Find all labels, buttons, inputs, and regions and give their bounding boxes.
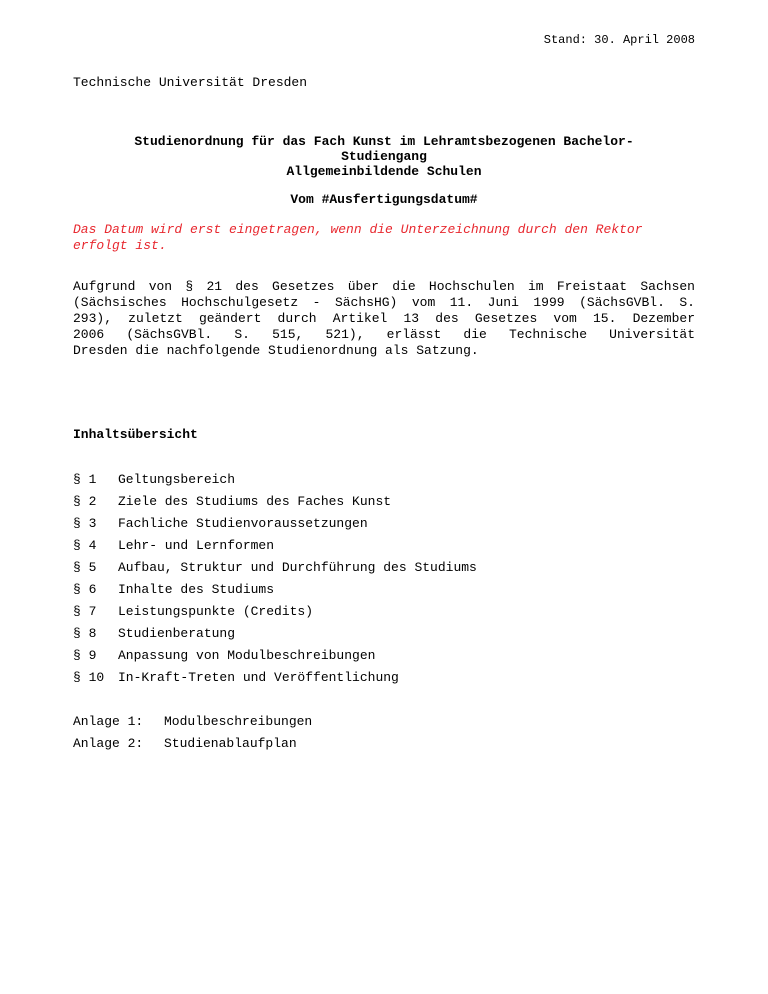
toc-item-label: In-Kraft-Treten und Veröffentlichung xyxy=(118,670,399,685)
toc-heading: Inhaltsübersicht xyxy=(73,427,198,442)
title-line: Studienordnung für das Fach Kunst im Lehramtsbezogenen Bachelor- xyxy=(134,134,634,149)
preamble-line: 2006 (SächsGVBl. S. 515, 521), erlässt die Technische Universität xyxy=(73,327,695,342)
toc-item[interactable] xyxy=(73,582,695,604)
document-title xyxy=(73,134,695,179)
document-page xyxy=(73,0,695,994)
toc-item[interactable] xyxy=(73,626,695,648)
annex-label: Anlage 1: xyxy=(73,714,144,729)
toc-item-label: Ziele des Studiums des Faches Kunst xyxy=(118,494,392,509)
toc-item-label: Studienberatung xyxy=(118,626,236,641)
table-of-contents xyxy=(73,472,695,692)
annex-list xyxy=(73,714,695,758)
toc-item[interactable] xyxy=(73,472,695,494)
toc-item-number: § 7 xyxy=(73,604,97,619)
annex-title: Modulbeschreibungen xyxy=(164,714,313,729)
preamble-line: Aufgrund von § 21 des Gesetzes über die Hochschulen im Freistaat Sachsen xyxy=(73,279,695,294)
editorial-note xyxy=(73,222,695,254)
toc-item-number: § 4 xyxy=(73,538,97,553)
toc-item-number: § 8 xyxy=(73,626,97,641)
preamble xyxy=(73,279,695,359)
title-line: Studiengang xyxy=(341,149,427,164)
toc-item-label: Lehr- und Lernformen xyxy=(118,538,275,553)
toc-item[interactable] xyxy=(73,538,695,560)
toc-item-label: Aufbau, Struktur und Durchführung des Studiums xyxy=(118,560,477,575)
toc-item-number: § 1 xyxy=(73,472,97,487)
preamble-line: (Sächsisches Hochschulgesetz - SächsHG) vom 11. Juni 1999 (SächsGVBl. S. xyxy=(73,295,695,310)
issue-date-placeholder: Vom #Ausfertigungsdatum# xyxy=(290,192,478,207)
toc-item[interactable] xyxy=(73,648,695,670)
toc-item-number: § 10 xyxy=(73,670,105,685)
toc-item[interactable] xyxy=(73,670,695,692)
preamble-line: 293), zuletzt geändert durch Artikel 13 des Gesetzes vom 15. Dezember xyxy=(73,311,695,326)
university-name: Technische Universität Dresden xyxy=(73,75,308,90)
toc-item-number: § 3 xyxy=(73,516,97,531)
toc-item-label: Leistungspunkte (Credits) xyxy=(118,604,314,619)
toc-item-number: § 5 xyxy=(73,560,97,575)
toc-item-label: Inhalte des Studiums xyxy=(118,582,275,597)
annex-item[interactable] xyxy=(73,736,695,758)
toc-item-label: Anpassung von Modulbeschreibungen xyxy=(118,648,376,663)
toc-item-label: Geltungsbereich xyxy=(118,472,236,487)
toc-item[interactable] xyxy=(73,604,695,626)
annex-item[interactable] xyxy=(73,714,695,736)
toc-item[interactable] xyxy=(73,494,695,516)
toc-item[interactable] xyxy=(73,560,695,582)
note-line: erfolgt ist. xyxy=(73,238,167,253)
version-date: Stand: 30. April 2008 xyxy=(543,33,695,47)
toc-item-number: § 6 xyxy=(73,582,97,597)
annex-title: Studienablaufplan xyxy=(164,736,297,751)
note-line: Das Datum wird erst eingetragen, wenn die Unterzeichnung durch den Rektor xyxy=(73,222,643,237)
annex-label: Anlage 2: xyxy=(73,736,144,751)
toc-item-label: Fachliche Studienvoraussetzungen xyxy=(118,516,368,531)
toc-item-number: § 2 xyxy=(73,494,97,509)
toc-item[interactable] xyxy=(73,516,695,538)
preamble-line: Dresden die nachfolgende Studienordnung als Satzung. xyxy=(73,343,479,358)
title-line: Allgemeinbildende Schulen xyxy=(286,164,482,179)
toc-item-number: § 9 xyxy=(73,648,97,663)
